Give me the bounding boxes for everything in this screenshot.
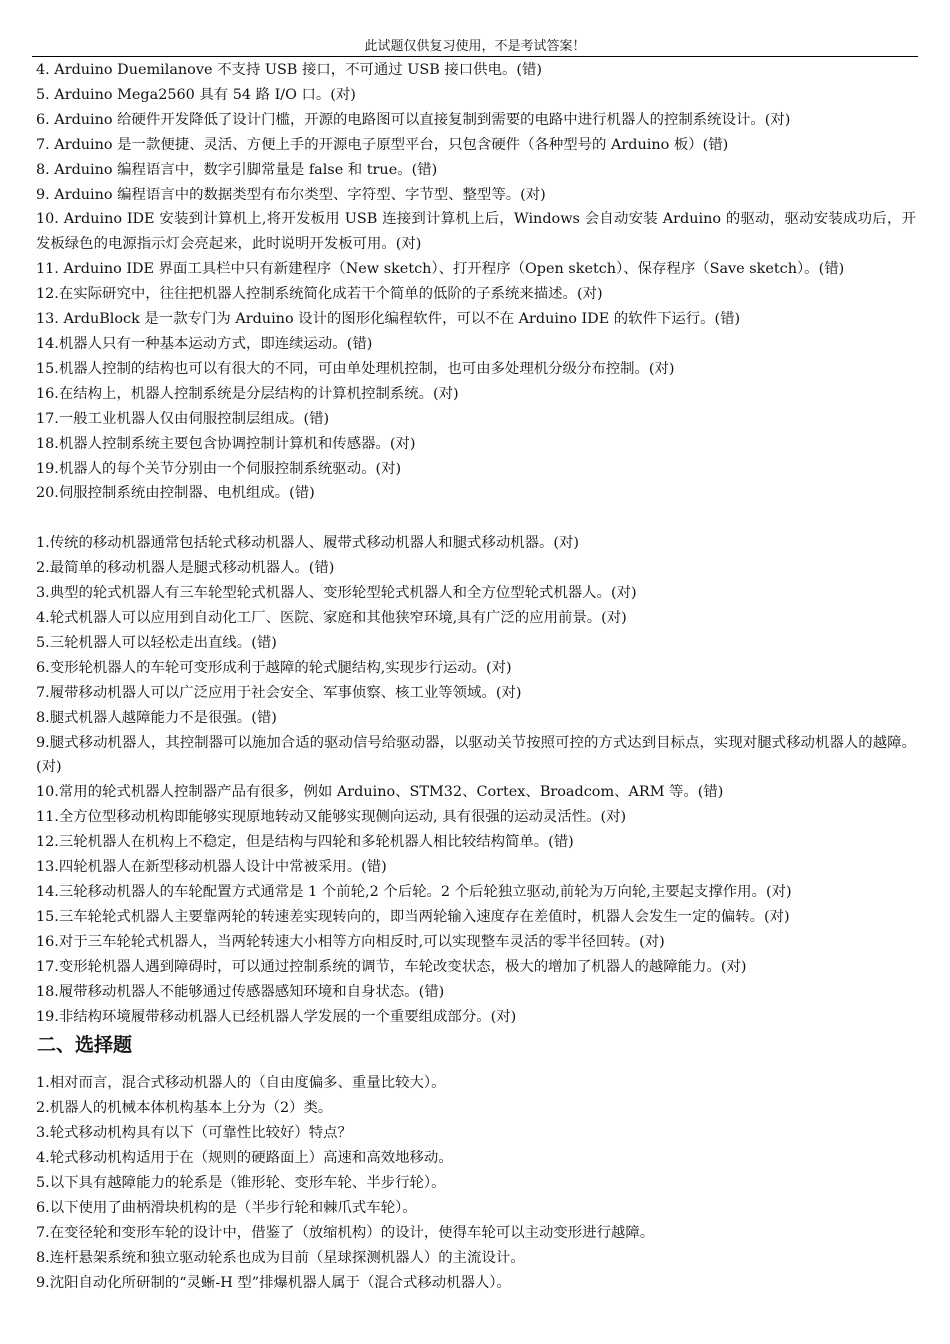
choice-line: 1.相对而言，混合式移动机器人的（自由度偏多、重量比较大）。 — [36, 1075, 446, 1092]
statement-line: 5.三轮机器人可以轻松走出直线。(错) — [36, 634, 277, 651]
header-rule — [32, 56, 918, 57]
section-heading-multiple-choice: 二、选择题 — [37, 1034, 133, 1057]
statement-line: 13. ArduBlock 是一款专门为 Arduino 设计的图形化编程软件，可以不在 Arduino IDE 的软件下运行。(错) — [36, 311, 741, 328]
choice-line: 5.以下具有越障能力的轮系是（锥形轮、变形车轮、半步行轮）。 — [36, 1175, 446, 1192]
statement-line: 18.机器人控制系统主要包含协调控制计算机和传感器。(对) — [36, 435, 416, 452]
statement-line: 9. Arduino 编程语言中的数据类型有布尔类型、字符型、字节型、整型等。(对) — [36, 186, 546, 203]
choice-line: 2.机器人的机械本体机构基本上分为（2）类。 — [36, 1100, 333, 1117]
statement-line: 14.三轮移动机器人的车轮配置方式通常是 1 个前轮,2 个后轮。2 个后轮独立驱动,前轮为万向轮,主要起支撑作用。(对) — [36, 884, 792, 900]
statement-line: 9.腿式移动机器人，其控制器可以施加合适的驱动信号给驱动器，以驱动关节按照可控的方式达到目标点，实现对腿式移动机器人的越障。(对) — [36, 734, 916, 776]
true-false-group-2 — [36, 531, 916, 1029]
section-gap — [36, 506, 916, 531]
statement-line: 15.机器人控制的结构也可以有很大的不同，可由单处理机控制，也可由多处理机分级分布控制。(对) — [36, 360, 675, 377]
statement-line: 15.三车轮轮式机器人主要靠两轮的转速差实现转向的，即当两轮输入速度存在差值时，机器人会发生一定的偏转。(对) — [36, 908, 790, 925]
statement-line: 11.全方位型移动机构即能够实现原地转动又能够实现侧向运动, 具有很强的运动灵活性。(对) — [36, 809, 627, 826]
document-body — [36, 58, 916, 1296]
statement-line: 19.非结构环境履带移动机器人已经机器人学发展的一个重要组成部分。(对) — [36, 1008, 517, 1025]
statement-line: 7. Arduino 是一款便捷、灵活、方便上手的开源电子原型平台，只包含硬件（各种型号的 Arduino 板）(错) — [36, 136, 729, 153]
true-false-group-1 — [36, 58, 916, 506]
statement-line: 10.常用的轮式机器人控制器产品有很多，例如 Arduino、STM32、Cortex、Broadcom、ARM 等。(错) — [36, 784, 724, 801]
statement-line: 3.典型的轮式机器人有三车轮型轮式机器人、变形轮型轮式机器人和全方位型轮式机器人。(对) — [36, 585, 637, 602]
page-header-note: 此试题仅供复习使用，不是考试答案！ — [364, 39, 586, 54]
statement-line: 12.三轮机器人在机构上不稳定，但是结构与四轮和多轮机器人相比较结构简单。(错) — [36, 834, 574, 851]
statement-line: 8. Arduino 编程语言中，数字引脚常量是 false 和 true。(错) — [36, 161, 438, 178]
statement-line: 5. Arduino Mega2560 具有 54 路 I/O 口。(对) — [36, 86, 356, 103]
statement-line: 6. Arduino 给硬件开发降低了设计门槛，开源的电路图可以直接复制到需要的电路中进行机器人的控制系统设计。(对) — [36, 111, 791, 128]
choice-line: 8.连杆悬架系统和独立驱动轮系也成为目前（星球探测机器人）的主流设计。 — [36, 1249, 525, 1266]
statement-line: 8.腿式机器人越障能力不是很强。(错) — [36, 709, 277, 726]
statement-line: 18.履带移动机器人不能够通过传感器感知环境和自身状态。(错) — [36, 983, 445, 1000]
statement-line: 16.对于三车轮轮式机器人，当两轮转速大小相等方向相反时,可以实现整车灵活的零半径回转。(对) — [36, 933, 665, 950]
choice-line: 7.在变径轮和变形车轮的设计中，借鉴了（放缩机构）的设计，使得车轮可以主动变形进行越障。 — [36, 1224, 655, 1241]
statement-line: 16.在结构上，机器人控制系统是分层结构的计算机控制系统。(对) — [36, 385, 459, 402]
statement-line: 19.机器人的每个关节分别由一个伺服控制系统驱动。(对) — [36, 460, 402, 477]
statement-line: 4. Arduino Duemilanove 不支持 USB 接口，不可通过 USB 接口供电。(错) — [36, 62, 542, 78]
statement-line: 10. Arduino IDE 安装到计算机上,将开发板用 USB 连接到计算机上后，Windows 会自动安装 Arduino 的驱动，驱动安装成功后，开发板绿色的电源指示灯会亮起来，此时说明开发板可用。(对) — [36, 211, 916, 253]
choice-line: 3.轮式移动机构具有以下（可靠性比较好）特点？ — [36, 1125, 352, 1142]
statement-line: 1.传统的移动机器通常包括轮式移动机器人、履带式移动机器人和腿式移动机器。(对) — [36, 535, 580, 552]
statement-line: 14.机器人只有一种基本运动方式，即连续运动。(错) — [36, 335, 373, 352]
choice-line: 4.轮式移动机构适用于在（规则的硬路面上）高速和高效地移动。 — [36, 1150, 453, 1167]
statement-line: 20.伺服控制系统由控制器、电机组成。(错) — [36, 485, 315, 502]
statement-line: 17.一般工业机器人仅由伺服控制层组成。(错) — [36, 410, 330, 427]
statement-line: 4.轮式机器人可以应用到自动化工厂、医院、家庭和其他狭窄环境,具有广泛的应用前景。(对) — [36, 610, 627, 627]
multiple-choice-group — [36, 1071, 916, 1295]
statement-line: 17.变形轮机器人遇到障碍时，可以通过控制系统的调节，车轮改变状态，极大的增加了机器人的越障能力。(对) — [36, 958, 747, 975]
statement-line: 12.在实际研究中，往往把机器人控制系统简化成若干个简单的低阶的子系统来描述。(对) — [36, 286, 603, 303]
choice-line: 9.沈阳自动化所研制的“灵蜥-H 型”排爆机器人属于（混合式移动机器人）。 — [36, 1274, 511, 1291]
choice-line: 6.以下使用了曲柄滑块机构的是（半步行轮和棘爪式车轮）。 — [36, 1199, 417, 1216]
statement-line: 11. Arduino IDE 界面工具栏中只有新建程序（New sketch）、打开程序（Open sketch）、保存程序（Save sketch）。(错) — [36, 261, 845, 278]
statement-line: 6.变形轮机器人的车轮可变形成利于越障的轮式腿结构,实现步行运动。(对) — [36, 659, 512, 676]
statement-line: 7.履带移动机器人可以广泛应用于社会安全、军事侦察、核工业等领域。(对) — [36, 684, 522, 701]
heading-gap — [36, 1058, 916, 1071]
statement-line: 13.四轮机器人在新型移动机器人设计中常被采用。(错) — [36, 859, 387, 876]
statement-line: 2.最简单的移动机器人是腿式移动机器人。(错) — [36, 560, 335, 577]
